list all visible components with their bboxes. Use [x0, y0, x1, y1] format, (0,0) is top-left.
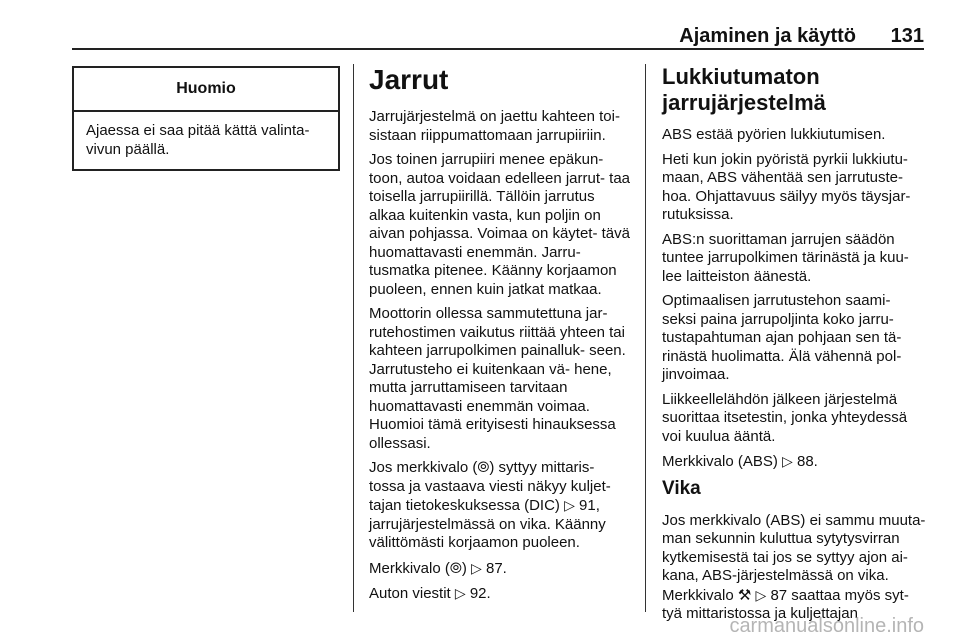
page-reference-arrow-icon: ▷	[454, 585, 466, 601]
text-fragment: 91, jarrujärjestelmässä on vika. Käänny välittömästi korjaamon puoleen.	[369, 497, 606, 551]
brake-warning-icon: (⦾)	[444, 559, 467, 577]
paragraph: Optimaalisen jarrutustehon saami- seksi paina jarrupoljinta koko jarru- tustapahtuman ajan pohjaan sen tä- rinästä huolimatta. Älä vähennä pol- jinvoimaa.	[662, 292, 902, 383]
abs-warning-icon: (ABS)	[765, 511, 806, 529]
paragraph: ABS:n suorittaman jarrujen säädön tuntee jarrupolkimen tärinästä ja kuu- lee laitteiston äänestä.	[662, 230, 909, 285]
chapter-title: Ajaminen ja käyttö	[679, 25, 856, 47]
page-reference-arrow-icon: ▷	[471, 559, 482, 576]
page-number: 131	[890, 25, 924, 47]
paragraph: Liikkeellelähdön jälkeen järjestelmä suorittaa itsetestin, jonka yhteydessä voi kuulua ääntä.	[662, 390, 908, 445]
paragraph: ABS estää pyörien lukkiutumisen.	[662, 126, 886, 143]
page-reference-arrow-icon: ▷	[755, 586, 767, 603]
paragraph: Heti kun jokin pyöristä pyrkii lukkiutu- maan, ABS vähentää sen jarrutuste- hoa. Ohjattavuus säilyy myös täysjar- rutuksissa.	[662, 150, 911, 223]
subsection-heading-fault: Vika	[662, 477, 701, 499]
text-fragment: 87.	[485, 559, 507, 577]
abs-warning-icon: (ABS)	[737, 453, 778, 470]
page-header	[72, 25, 924, 50]
text-fragment: Jos merkkivalo	[662, 511, 762, 529]
text-fragment: Auton viestit	[369, 585, 451, 602]
paragraph	[662, 452, 928, 472]
section-heading-brakes: Jarrut	[369, 64, 449, 95]
paragraph: Moottorin ollessa sammutettuna jar- rutehostimen vaikutus riittää yhteen tai kahteen jarrupolkimen painalluk- seen. Jarrutusteho ei kuitenkaan vä- hene, mutta jarruttamiseen tarvitaan huomattavasti enemmän voimaa. Huomioi tämä erityisesti hinauksessa ollessasi.	[369, 305, 626, 452]
paragraph: Jarrujärjestelmä on jaettu kahteen toi- sistaan riippumattomaan jarrupiiriin.	[369, 108, 620, 144]
column-divider-right	[645, 64, 646, 612]
text-fragment: syttyy mittaris- tossa ja vastaava viesti näkyy kuljet- tajan tietokeskuksessa (DIC)	[369, 459, 611, 514]
text-fragment: 88.	[797, 453, 818, 470]
brake-warning-icon: (⦾)	[472, 459, 495, 476]
text-fragment: Merkkivalo	[369, 559, 441, 577]
text-fragment: Jos merkkivalo	[369, 459, 469, 476]
paragraph	[369, 584, 633, 604]
wrench-warning-icon: ⚒	[737, 586, 752, 604]
paragraph	[369, 459, 633, 553]
notice-box	[72, 66, 340, 171]
paragraph	[369, 559, 633, 579]
column-brakes	[369, 64, 633, 610]
page-reference-arrow-icon: ▷	[782, 453, 793, 469]
text-fragment: ei sammu muuta- man sekunnin kuluttua sytytysvirran kytkemisestä tai jos se syttyy ajon ai- kana, ABS-järjestelmässä on vika. Merkkivalo	[662, 511, 926, 604]
text-fragment: 92.	[469, 585, 491, 602]
section-heading-abs: Lukkiutumaton jarrujärjestelmä	[662, 64, 826, 115]
column-divider-left	[353, 64, 354, 612]
notice-heading: Huomio	[74, 68, 338, 112]
notice-text: Ajaessa ei saa pitää kättä valinta- vivun päällä.	[86, 122, 310, 158]
text-fragment: Merkkivalo	[662, 453, 734, 470]
column-abs	[662, 64, 928, 630]
paragraph	[662, 512, 928, 624]
watermark: carmanualsonline.info	[729, 615, 924, 637]
paragraph: Jos toinen jarrupiiri menee epäkun- toon, autoa voidaan edelleen jarrut- taa toisella jarrupiirillä. Tällöin jarrutus alkaa kuitenkin vasta, kun poljin on aivan pohjassa. Voimaa on käytet- tävä huomattavasti enemmän. Jarru- tusmatka pitenee. Käänny korjaamon puoleen, ennen kuin jatkat matkaa.	[369, 151, 631, 298]
text-fragment: 87 saattaa myös syt- tyä mittaristossa ja kuljettajan	[662, 586, 909, 622]
page-reference-arrow-icon: ▷	[564, 497, 575, 513]
